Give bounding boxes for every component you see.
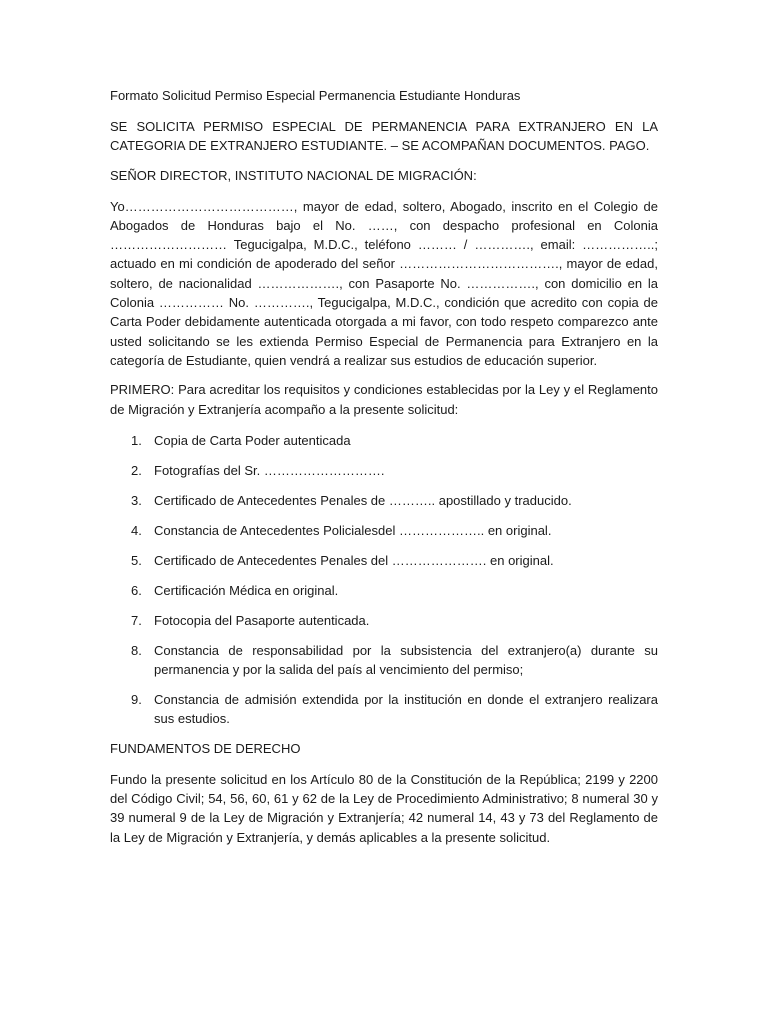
requirements-list bbox=[110, 431, 658, 728]
subject-paragraph: SE SOLICITA PERMISO ESPECIAL DE PERMANENCIA PARA EXTRANJERO EN LA CATEGORIA DE EXTRANJERO ESTUDIANTE. – SE ACOMPAÑAN DOCUMENTOS. PAGO. bbox=[110, 119, 658, 154]
list-item bbox=[110, 491, 658, 510]
list-item bbox=[110, 690, 658, 728]
list-item-text: Constancia de admisión extendida por la institución en donde el extranjero realizara sus estudios. bbox=[154, 691, 658, 726]
document-body bbox=[110, 86, 658, 857]
list-item-number: 8. bbox=[131, 642, 142, 658]
list-item-number: 1. bbox=[131, 432, 142, 448]
list-item bbox=[110, 551, 658, 570]
list-item bbox=[110, 611, 658, 630]
list-item-number: 2. bbox=[131, 462, 142, 478]
list-item-text: Fotocopia del Pasaporte autenticada. bbox=[154, 612, 370, 628]
list-item-number: 7. bbox=[131, 612, 142, 628]
list-item-text: Certificado de Antecedentes Penales del …………………. en original. bbox=[154, 552, 554, 568]
list-item bbox=[110, 641, 658, 679]
list-item-text: Copia de Carta Poder autenticada bbox=[154, 432, 351, 448]
list-item-text: Certificación Médica en original. bbox=[154, 582, 339, 598]
document-title: Formato Solicitud Permiso Especial Permanencia Estudiante Honduras bbox=[110, 88, 521, 103]
list-item-text: Constancia de Antecedentes Policialesdel ……………….. en original. bbox=[154, 522, 552, 538]
list-item bbox=[110, 431, 658, 450]
list-item-number: 9. bbox=[131, 691, 142, 707]
list-item bbox=[110, 521, 658, 540]
addressee-line: SEÑOR DIRECTOR, INSTITUTO NACIONAL DE MIGRACIÓN: bbox=[110, 167, 477, 183]
primero-paragraph: PRIMERO: Para acreditar los requisitos y condiciones establecidas por la Ley y el Reglamento de Migración y Extranjería acompaño a la presente solicitud: bbox=[110, 382, 658, 417]
list-item bbox=[110, 581, 658, 600]
list-item-number: 3. bbox=[131, 492, 142, 508]
list-item-number: 6. bbox=[131, 582, 142, 598]
list-item-text: Fotografías del Sr. ………………………. bbox=[154, 462, 385, 478]
list-item-number: 4. bbox=[131, 522, 142, 538]
intro-paragraph: Yo…………………………………, mayor de edad, soltero, Abogado, inscrito en el Colegio de Abogados de Honduras bajo el No. ……, con despacho profesional en Colonia ……………………… Tegucigalpa, M.D.C., teléfono ……… / …………., email: ……………..; actuado en mi condición de apoderado del señor ………………………………., mayor de edad, soltero, de nacionalidad ………………., con Pasaporte No. ……………., con domicilio en la Colonia …………… No. …………., Tegucigalpa, M.D.C., condición que acredito con copia de Carta Poder debidamente autenticada otorgada a mi favor, con todo respeto comparezco ante usted solicitando se les extienda Permiso Especial de Permanencia para Extranjero en la categoría de Estudiante, quien vendrá a realizar sus estudios de educación superior. bbox=[110, 198, 658, 368]
fundamentos-heading: FUNDAMENTOS DE DERECHO bbox=[110, 740, 301, 756]
list-item-number: 5. bbox=[131, 552, 142, 568]
fundamentos-paragraph: Fundo la presente solicitud en los Artículo 80 de la Constitución de la República; 2199 y 2200 del Código Civil; 54, 56, 60, 61 y 62 de la Ley de Procedimiento Administrativo; 8 numeral 30 y 39 numeral 9 de la Ley de Migración y Extranjería; 42 numeral 14, 43 y 73 del Reglamento de la Ley de Migración y Extranjería, y demás aplicables a la presente solicitud. bbox=[110, 771, 658, 845]
list-item-text: Constancia de responsabilidad por la subsistencia del extranjero(a) durante su permanencia y por la salida del país al vencimiento del permiso; bbox=[154, 642, 658, 677]
list-item-text: Certificado de Antecedentes Penales de ……….. apostillado y traducido. bbox=[154, 492, 572, 508]
list-item bbox=[110, 461, 658, 480]
